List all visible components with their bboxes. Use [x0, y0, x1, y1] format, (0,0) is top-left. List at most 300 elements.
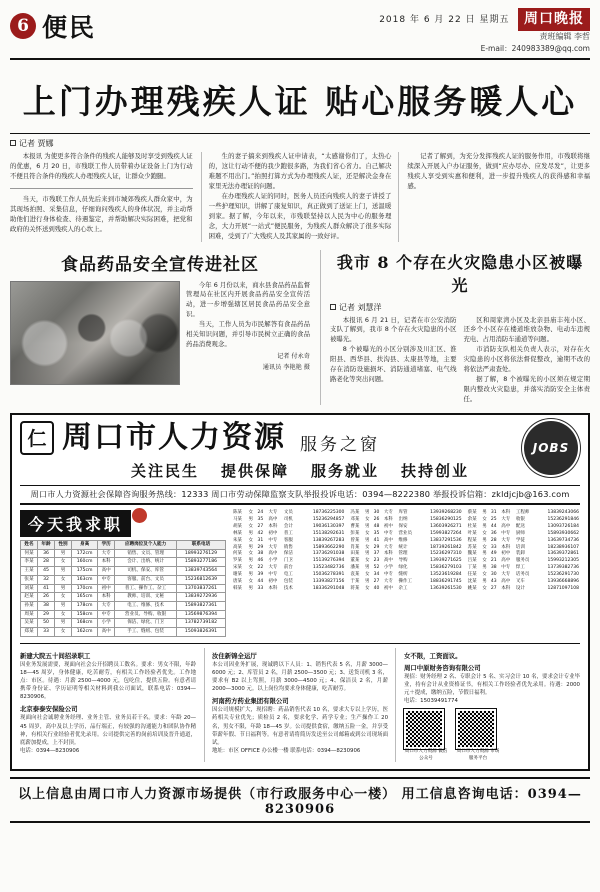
table-cell: 刘某: [21, 584, 38, 593]
contact-cell: 23: [373, 558, 380, 564]
table-col-header: 学历: [98, 540, 115, 549]
contact-phone: 13939271625: [430, 558, 462, 564]
table-cell: 孙某: [21, 601, 38, 610]
contact-phone: 13603926271: [430, 524, 462, 530]
contact-phone: 13936668896: [547, 578, 579, 584]
table-cell: 28: [38, 558, 55, 567]
contact-cell: 44: [257, 578, 264, 584]
contact-cell: 48: [373, 524, 380, 530]
lead-paragraph: 本报讯 为使更多符合条件的残疾人能够及时享受到残疾人证的优惠，6 月 20 日，市残联工作人员带着办证设备上门为行动不便且符合条件的残疾人办理残疾人证，让群众少跑腿。: [10, 152, 193, 181]
table-cell: 赵某: [21, 593, 38, 602]
contact-cell: 男: [248, 571, 253, 577]
contact-cell: 30: [490, 571, 497, 577]
story-fire-col-1: [330, 316, 457, 405]
contact-cell: 小学: [383, 565, 393, 571]
contact-cell: 40: [373, 585, 380, 591]
qr-caption: 周口市人力资源 微信公众号: [404, 749, 448, 761]
contact-cell: 26: [373, 517, 380, 523]
contact-cell: 男: [364, 565, 370, 571]
contact-cell: 潘某: [350, 565, 360, 571]
contact-cell: 42: [257, 530, 264, 536]
ad-subtitle: 服务之窗: [300, 434, 380, 455]
table-cell: 178cm: [72, 601, 98, 610]
contact-phone: 19036130397: [312, 524, 345, 530]
table-cell: 男: [55, 567, 72, 576]
contact-cell: 中专: [268, 571, 278, 577]
contact-cell: 女: [482, 558, 487, 564]
contact-row: [232, 571, 345, 578]
classified-text: 因公司规模扩大，现招聘：药品销售代表 10 名，要求大专以上学历，医药相关专业优先；质检员 2 名，要求化学、药学专业；生产操作工 20 名，男女不限，年龄 18—45 岁。公司提供食宿，缴纳五险一金，并享受带薪年假、节日福利等。有意者请将简历发送至公司邮箱或到公司现场面试。: [212, 707, 388, 746]
classified-contact: 地址：市区 OFFICE 办公楼一楼 联系电话：0394—8230906: [212, 747, 361, 754]
contact-row: [232, 544, 345, 551]
contact-cell: 文员: [283, 510, 293, 516]
contact-row: [467, 551, 580, 558]
story-food-title: 食品药品安全宣传进社区: [61, 254, 259, 275]
contact-cell: 大专: [501, 517, 511, 523]
contact-row: [349, 517, 462, 524]
contact-cell: 本科: [501, 510, 511, 516]
contact-cell: 魏某: [467, 551, 477, 557]
contact-phone: 13939268230: [430, 510, 462, 516]
table-cell: 高中: [98, 628, 115, 637]
contact-cell: 男: [364, 578, 370, 584]
contact-cell: 大专: [268, 565, 278, 571]
contact-cell: 肖某: [350, 544, 360, 550]
qr-row: [404, 709, 580, 762]
hr-logo-icon: 仁: [20, 421, 54, 455]
contact-cell: 蒋某: [350, 585, 360, 591]
story-food-paragraph: 今年 6 月份以来，商水县食品药品监督管理局在社区内开展食品药品安全宣传活动，进一步增强辖区居民食品药品安全意识。: [186, 280, 310, 319]
contact-cell: 44: [490, 524, 497, 530]
contact-cell: 31: [490, 510, 497, 516]
ad-slogan: 服务就业: [311, 461, 380, 480]
contact-cell: 学徒: [515, 537, 525, 543]
contact-cell: 前台: [283, 565, 293, 571]
contact-cell: 出纳: [398, 517, 408, 523]
table-cell: 中专: [98, 610, 115, 619]
contact-phone: 13736291038: [312, 551, 345, 557]
contact-cell: 田某: [350, 551, 360, 557]
contact-cell: 中专: [501, 565, 511, 571]
contact-phone: 13093726184: [547, 524, 579, 530]
table-cell: 175cm: [72, 567, 98, 576]
contact-cell: 女: [248, 524, 253, 530]
contact-cell: 46: [257, 558, 264, 564]
contact-cell: 朱某: [233, 537, 242, 543]
table-row: [21, 601, 226, 610]
contact-row: [232, 510, 345, 517]
contact-row: [467, 585, 580, 592]
table-cell: 13839272936: [176, 593, 225, 602]
table-cell: 司机、保安、库管: [115, 567, 177, 576]
ad-hotline: 周口市人力资源社会保障咨询服务热线：12333 周口市劳动保障监察支队举报投诉电话：0394—8222380 举报投诉信箱：zkldjcjb@163.com: [20, 485, 580, 505]
story-food-paragraph: 当天，工作人员为市民解答有食品药品相关知识问题，并引导市民树立正确的食品药品消费观念。: [186, 320, 310, 349]
table-cell: 女: [55, 610, 72, 619]
table-cell: 男: [55, 549, 72, 558]
qr-block-2: [456, 709, 500, 762]
contact-cell: 43: [490, 578, 497, 584]
table-cell: 王某: [21, 567, 38, 576]
contact-cell: 小学: [268, 558, 278, 564]
contact-cell: 保洁: [283, 551, 293, 557]
table-cell: 小学: [98, 619, 115, 628]
contact-cell: 女: [248, 578, 253, 584]
contact-phone: 13839243066: [547, 510, 579, 516]
contact-phone: 13639261530: [430, 585, 462, 591]
contact-row: [232, 578, 345, 585]
ad-slogan: 提供保障: [220, 461, 289, 480]
contact-cell: 马某: [233, 517, 242, 523]
contact-cell: 38: [257, 551, 264, 557]
table-cell: 158cm: [72, 610, 98, 619]
email-line: E-mail：240983389@qq.com: [480, 44, 590, 53]
contact-row: [349, 510, 462, 517]
contact-cell: 唐某: [233, 578, 242, 584]
contact-cell: 男: [364, 510, 370, 516]
contact-cell: 大专: [383, 578, 393, 584]
contact-cell: 门卫: [283, 558, 293, 564]
contact-cell: 叶某: [467, 530, 477, 536]
table-cell: 本科: [98, 593, 115, 602]
contact-cell: 女: [364, 585, 370, 591]
classifieds-col-1: [20, 648, 196, 762]
lead-paragraph: 在办理残疾人证的同时，医务人员还向残疾人的妻子讲授了一些护理知识，讲解了康复知识，真正做到了送证上门，送温暖到家。据了解，今年以来，市残联坚持以人民为中心的服务理念，大力开展“一站式”便民服务，为残疾人群众解决了很多实际困难，受到了广大残疾人及其家属的一致好评。: [208, 191, 392, 240]
contact-cell: 中专: [383, 571, 393, 577]
contact-cell: 包装: [283, 578, 293, 584]
classified-title: 新建大院五十间招录职工: [20, 651, 91, 660]
classified-text: 现招：财务经理 2 名、专职会计 5 名、实习会计 10 名，要求会计专业毕业，持有会计从业资格证书，有相关工作经验者优先录用。待遇：2000 元＋提成，缴纳五险，节假日福利。: [404, 673, 580, 697]
contact-phone: 13739382736: [547, 565, 579, 571]
table-col-header: 应聘岗位及个人能力: [115, 540, 177, 549]
contact-phone: 15036278391: [312, 571, 345, 577]
contact-cell: 设计: [515, 585, 525, 591]
contact-row: [232, 524, 345, 531]
contact-cell: 女: [364, 544, 370, 550]
ad-slogans: [20, 460, 580, 481]
contact-cell: 维修: [398, 537, 408, 543]
table-cell: 13839743564: [176, 567, 225, 576]
contact-cell: 收银: [515, 517, 525, 523]
classified-title: 汝住新锦全运厅: [212, 651, 257, 660]
ad-title: 周口市人力资源: [62, 419, 286, 455]
contact-row: [467, 517, 580, 524]
contact-row: [467, 544, 580, 551]
classified-text: 本公司因业务扩展，现诚聘以下人员：1、销售代表 5 名，月薪 3000—6000 元；2、库管员 2 名，月薪 2500—3500 元；3、送货司机 3 名，要求有 B2 以上驾照，月薪 3000—4500 元；4、保洁员 2 名，月薪 2000—3000 元。以上岗位均要求身体健康，吃苦耐劳。: [212, 661, 388, 693]
contact-cell: 大专: [501, 571, 511, 577]
contact-cell: 男: [248, 530, 253, 536]
contact-table: [232, 510, 345, 592]
byline-marker-icon: [330, 304, 336, 310]
contact-phone: 15236291846: [547, 517, 579, 523]
classified-title: 北京泰泰安保险公司: [20, 705, 78, 714]
table-cell: 163cm: [72, 575, 98, 584]
contact-cell: 中专: [501, 530, 511, 536]
contact-col-2: [349, 510, 462, 637]
table-cell: 销售、文员、管理: [115, 549, 177, 558]
contact-cell: 男: [364, 537, 370, 543]
table-cell: 高中: [98, 567, 115, 576]
qr-code-icon[interactable]: [456, 709, 496, 749]
classified-contact: 电话：15039491774: [404, 698, 458, 705]
contact-cell: 操作工: [398, 578, 412, 584]
contact-cell: 林某: [233, 530, 242, 536]
contact-phone: 13639734736: [547, 537, 579, 543]
section-title: 便民: [42, 13, 97, 42]
contact-cell: 女: [364, 517, 370, 523]
contact-cell: 会计: [283, 524, 293, 530]
contact-cell: 25: [490, 517, 497, 523]
table-cell: 会计、出纳、统计: [115, 558, 177, 567]
divider: [10, 188, 193, 189]
contact-row: [467, 558, 580, 565]
contact-cell: 姚某: [467, 585, 477, 591]
contact-cell: 余某: [467, 517, 477, 523]
contact-cell: 初中: [383, 524, 393, 530]
table-col-header: 身高: [72, 540, 98, 549]
table-cell: 15236812639: [176, 575, 225, 584]
table-cell: 13569876394: [176, 610, 225, 619]
contact-cell: 女: [482, 585, 487, 591]
jobs-banner: 今天我求职: [20, 510, 131, 537]
table-cell: 50: [38, 619, 55, 628]
table-body: [21, 549, 226, 636]
editor-line: 责班编辑 李哲: [539, 32, 590, 41]
contact-cell: 宋某: [233, 565, 242, 571]
contact-phone: 13523619284: [430, 571, 462, 577]
table-cell: 电工、维修、技术: [115, 601, 177, 610]
page-number: 6: [10, 13, 36, 39]
story-fire-paragraph: 据了解，8 个被曝光的小区须在规定期限内整改火灾隐患，并落实消防安全主体责任。: [463, 375, 590, 403]
contact-cell: 大专: [268, 510, 278, 516]
secondary-stories: [10, 250, 590, 405]
table-row: [21, 628, 226, 637]
contact-phone: 15993827264: [430, 530, 462, 536]
contact-cell: 董某: [350, 558, 360, 564]
classifieds-col-2: [204, 648, 396, 762]
story-food-credit-1: 记者 付永奇: [277, 353, 310, 360]
contact-cell: 高某: [233, 544, 242, 550]
table-cell: 普工、操作工、杂工: [115, 584, 177, 593]
story-food: [10, 250, 310, 405]
table-cell: 手工、缝纫、包装: [115, 628, 177, 637]
table-cell: 41: [38, 584, 55, 593]
contact-cell: 本科: [268, 585, 278, 591]
contact-cell: 35: [257, 517, 264, 523]
contact-cell: 男: [248, 544, 253, 550]
contact-cell: 陈某: [233, 510, 242, 516]
table-row: [21, 549, 226, 558]
table-cell: 18993276129: [176, 549, 225, 558]
contact-phone: 18336291048: [312, 585, 345, 591]
table-cell: 大专: [98, 601, 115, 610]
lead-byline: 记者 贾娜: [10, 138, 590, 149]
contact-row: [349, 571, 462, 578]
table-cell: 吴某: [21, 619, 38, 628]
table-cell: 男: [55, 584, 72, 593]
table-cell: 170cm: [72, 584, 98, 593]
contact-cell: 女: [248, 537, 253, 543]
contact-cell: 管理: [398, 551, 408, 557]
contact-phone: 13393827156: [312, 578, 345, 584]
contact-cell: 统计: [398, 544, 408, 550]
contact-row: [232, 558, 345, 565]
contact-row: [232, 537, 345, 544]
contact-cell: 男: [482, 510, 487, 516]
contact-cell: 工程师: [515, 510, 530, 516]
qr-code-icon[interactable]: [404, 709, 444, 749]
table-row: [21, 619, 226, 628]
contact-cell: 曾某: [350, 537, 360, 543]
story-fire-paragraph: 本报讯 6 月 21 日，记者在市公安消防支队了解到，我市 8 个存在火灾隐患的小区被曝光。: [330, 315, 457, 344]
contact-cell: 本科: [383, 517, 393, 523]
ad-slogan: 扶持创业: [401, 461, 470, 480]
contact-row: [232, 517, 345, 524]
masthead-right: [379, 8, 590, 54]
table-cell: 160cm: [72, 558, 98, 567]
table-cell: 13782739182: [176, 619, 225, 628]
contact-cell: 28: [490, 537, 497, 543]
contact-phone: 15236291730: [547, 571, 579, 577]
contact-cell: 罗某: [233, 558, 242, 564]
story-fire-title: 我市 8 个存在火灾隐患小区被曝光: [336, 252, 584, 295]
contact-phone: 15236294857: [312, 517, 345, 523]
table-header-row: [21, 540, 226, 549]
contact-phone: 15236297310: [430, 551, 462, 557]
table-cell: 男: [55, 619, 72, 628]
jobseekers-table: [20, 540, 226, 637]
byline-marker-icon: [10, 140, 16, 146]
contact-cell: 30: [373, 510, 380, 516]
contact-phone: 13639372861: [547, 551, 579, 557]
contact-phone: 12871097108: [547, 585, 579, 591]
contact-cell: 男: [248, 585, 253, 591]
contact-cell: 蔡某: [467, 510, 477, 516]
contact-cell: 彭某: [350, 530, 360, 536]
contact-cell: 女: [482, 571, 487, 577]
contact-table: [349, 510, 462, 592]
contact-cell: 男: [482, 565, 487, 571]
table-cell: 29: [38, 610, 55, 619]
contact-cell: 初中: [268, 578, 278, 584]
contact-row: [467, 571, 580, 578]
jobs-badge: JOBS: [524, 421, 578, 475]
contact-cell: 27: [257, 524, 264, 530]
apple-icon: [132, 508, 147, 523]
contact-cell: 男: [482, 524, 487, 530]
story-fire-paragraph: 8 个被曝光的小区分别涉及川汇区、淮阳县、西华县、扶沟县、太康县等地，主要存在消防设施损坏、消防通道堵塞、电气线路老化等突出问题。: [330, 345, 457, 384]
qr-block-1: [404, 709, 448, 762]
contact-phone: 15139276394: [312, 558, 345, 564]
ad-slogan: 关注民生: [130, 461, 199, 480]
lead-headline: 上门办理残疾人证 贴心服务暖人心: [10, 60, 590, 134]
contact-cell: 大专: [383, 510, 393, 516]
contact-phone: 13523482736: [312, 565, 345, 571]
contact-cell: 话务员: [515, 571, 530, 577]
table-cell: 45: [38, 567, 55, 576]
contact-cell: 35: [373, 530, 380, 536]
contact-cell: 程某: [467, 537, 477, 543]
table-cell: 教师、培训、文秘: [115, 593, 177, 602]
contact-cell: 邓某: [350, 517, 360, 523]
contact-cell: 男: [248, 517, 253, 523]
masthead-dateline: [379, 8, 590, 31]
contact-cell: 本科: [268, 524, 278, 530]
contact-cell: 沈某: [467, 578, 477, 584]
contact-cell: 普工: [283, 530, 293, 536]
contact-row: [232, 551, 345, 558]
contact-cell: 女: [364, 571, 370, 577]
jobs-table-block: [20, 510, 226, 637]
contact-row: [349, 585, 462, 592]
story-fire-paragraph: 区和周家湾小区及北亲县庙丰苑小区、还乡个小区存在楼道堆放杂物、电动车违规充电、占用消防车通道等问题。: [463, 315, 590, 344]
contact-phone: 15836290125: [430, 517, 462, 523]
masthead: [10, 8, 590, 60]
contact-cell: 本科: [383, 551, 393, 557]
table-cell: 李某: [21, 558, 38, 567]
table-cell: 26: [38, 593, 55, 602]
paper-logo: 周口晚报: [518, 8, 590, 31]
table-cell: 36: [38, 549, 55, 558]
story-fire-byline: 记者 刘慧洋: [330, 302, 590, 313]
contact-cell: 男: [364, 551, 370, 557]
table-row: [21, 558, 226, 567]
contact-cell: 21: [490, 558, 497, 564]
contact-cell: 41: [373, 537, 380, 543]
masthead-left: [10, 8, 96, 44]
table-cell: 郑某: [21, 628, 38, 637]
contact-cell: 女: [482, 530, 487, 536]
contact-cell: 杜某: [467, 524, 477, 530]
contact-cell: 男: [482, 537, 487, 543]
table-cell: 本科: [98, 558, 115, 567]
lead-paragraph: 记者了解到，为充分发挥残疾人证的服务作用，市残联将继续深入开展入户办证服务，做到“应办尽办、应发尽发”，让更多残疾人享受到实惠和便利，进一步提升残疾人的获得感和幸福感。: [407, 152, 591, 191]
contact-cell: 袁某: [350, 571, 360, 577]
contact-phone: 13839267283: [312, 537, 345, 543]
contact-cell: 营业员: [398, 530, 412, 536]
contact-cell: 高中: [268, 517, 278, 523]
contact-row: [349, 578, 462, 585]
table-cell: 172cm: [72, 549, 98, 558]
contact-cell: 高中: [501, 558, 511, 564]
contact-cell: 司机: [283, 517, 293, 523]
contact-col-1: [232, 510, 345, 637]
classified-text: 现面向社会诚聘业务经理、业务主管、业务员若干名。要求：年龄 20—45 周岁，高中及以上学历，品行端正，有较强的沟通能力和团队协作精神，有相关行业经验者优先录用。公司提供完善的岗前培训及晋升通道，底薪加提成，上不封顶。: [20, 715, 196, 746]
contact-cell: 29: [373, 544, 380, 550]
contact-cell: 苏某: [467, 544, 477, 550]
contact-row: [349, 537, 462, 544]
contact-cell: 导购: [398, 558, 408, 564]
contact-row: [349, 544, 462, 551]
contact-cell: 谢某: [233, 571, 242, 577]
contact-cell: 叉车: [515, 578, 525, 584]
contact-cell: 31: [257, 537, 264, 543]
classified-contact: 电话：0394—8230906: [20, 747, 80, 754]
contact-cell: 36: [490, 530, 497, 536]
lead-col-3: [407, 152, 590, 241]
contact-phone: 18238936107: [547, 544, 579, 550]
contact-cell: 男: [364, 524, 370, 530]
contact-row: [349, 524, 462, 531]
story-food-body: [10, 281, 310, 373]
hr-service-ad: [10, 413, 590, 771]
table-cell: 32: [38, 575, 55, 584]
table-cell: 周某: [21, 610, 38, 619]
contact-row: [232, 585, 345, 592]
story-fire-paragraph: 市消防支队相关负责人表示，对存在火灾隐患的小区将依法督促整改，逾期不改的将依法严肃查处。: [463, 345, 590, 374]
contact-cell: 缝纫: [398, 571, 408, 577]
contact-cell: 大专: [501, 537, 511, 543]
contact-cell: 销售: [283, 544, 293, 550]
